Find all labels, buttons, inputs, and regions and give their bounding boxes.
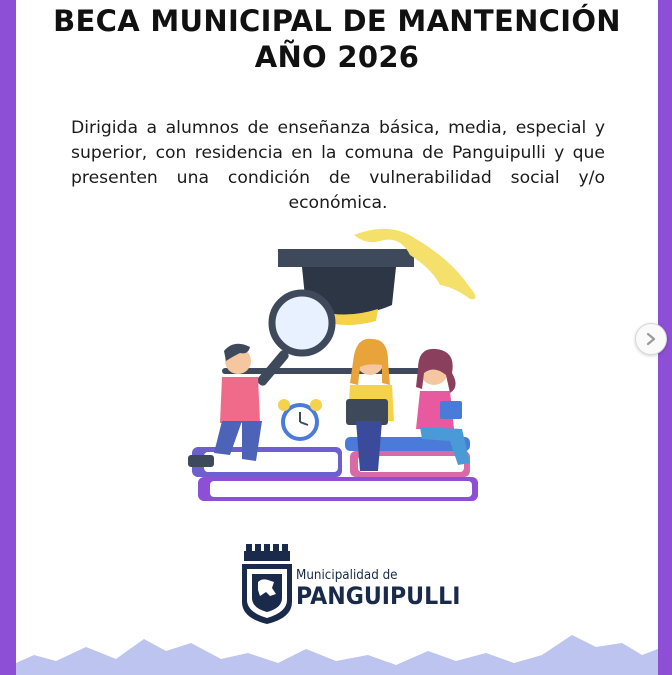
students-illustration [170, 215, 500, 515]
logo-text-panguipulli: PANGUIPULLI [296, 582, 461, 610]
alarm-clock-icon [278, 399, 322, 439]
mountains-decoration [16, 625, 658, 675]
shield-crest-icon [242, 564, 292, 624]
poster-title-line2: AÑO 2026 [254, 40, 420, 74]
castle-crown-icon [244, 544, 290, 561]
poster-title-line1: BECA MUNICIPAL DE MANTENCIÓN [53, 4, 621, 38]
chevron-right-icon [645, 332, 657, 346]
books-stack-icon [192, 437, 478, 501]
left-frame-border [0, 0, 16, 675]
poster-description: Dirigida a alumnos de enseñanza básica, media, especial y superior, con residencia en la comuna de Panguipulli y que presenten una condición de vulnerabilidad social y/o económica. [71, 118, 605, 213]
carousel-next-button[interactable] [635, 323, 667, 355]
logo-text-municipalidad: Municipalidad de [296, 568, 398, 583]
